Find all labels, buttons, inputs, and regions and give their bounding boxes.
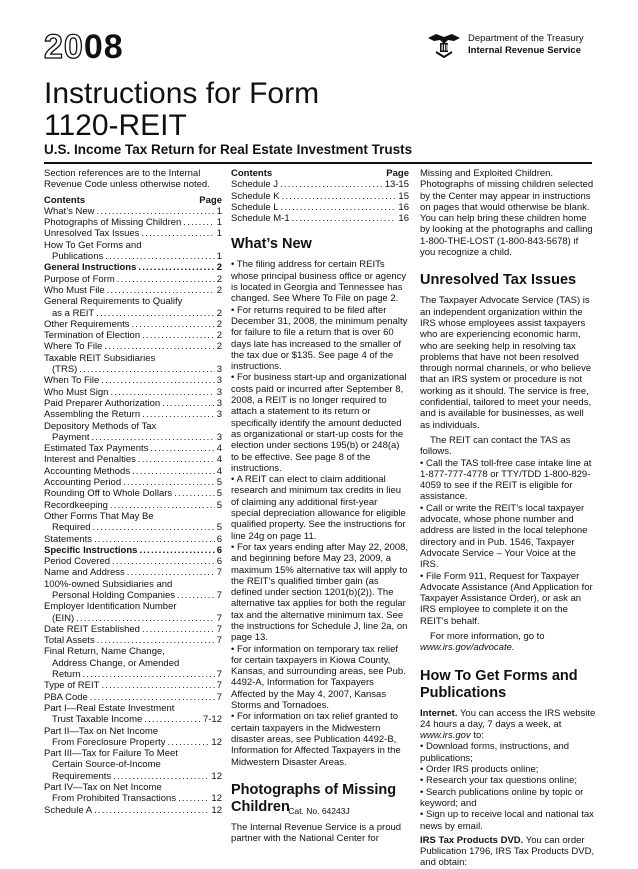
toc-item[interactable] <box>44 737 222 748</box>
toc-leader-dots <box>168 737 210 748</box>
advocate-more-info <box>420 631 596 654</box>
toc-item-page: 13-15 <box>384 179 409 191</box>
toc-item[interactable] <box>231 191 409 202</box>
toc-item-label: Termination of Election <box>44 330 141 342</box>
toc-leader-dots <box>123 477 215 488</box>
title-line-2: 1120-REIT <box>44 109 187 142</box>
toc-item-label: PBA Code <box>44 691 88 703</box>
unresolved-contact: The REIT can contact the TAS as follows. <box>420 434 571 458</box>
toc-item-label-line: Part I—Real Estate Investment <box>44 702 175 714</box>
toc-item-label: (TRS) <box>52 364 78 376</box>
toc-leader-dots <box>138 262 214 273</box>
toc-leader-dots <box>142 330 215 341</box>
toc-item[interactable] <box>44 635 222 646</box>
toc-item-page: 2 <box>216 284 222 296</box>
toc-leader-dots <box>177 590 215 601</box>
toc-leader-dots <box>132 319 215 330</box>
missing-children-text-continued: Missing and Exploited Children. Photographs of missing children selected by the Center may appear in instructions on pages that would otherwise be blank. You can help bring these children home by looking at the photographs and calling 1-800-THE-LOST (1-800-843-5678) if you recognize a child. <box>420 168 594 259</box>
toc-item-page: 4 <box>216 465 222 477</box>
toc-item[interactable] <box>44 771 222 782</box>
toc-item-label: Photographs of Missing Children <box>44 217 182 229</box>
toc-item-label: Schedule K <box>231 190 280 202</box>
toc-leader-dots <box>112 556 215 567</box>
toc-item-page: 7 <box>216 567 222 579</box>
form-year <box>44 30 124 64</box>
dvd-text: You can order Publication 1796, IRS Tax Products DVD, and obtain: <box>420 834 595 869</box>
toc-item[interactable] <box>44 217 222 228</box>
toc-item-label: as a REIT <box>52 307 95 319</box>
toc-page-heading-continued: Page <box>386 168 409 179</box>
toc-item-label: Unresolved Tax Issues <box>44 228 140 240</box>
toc-item-label: Where To File <box>44 341 103 353</box>
toc-item-label: Total Assets <box>44 635 95 647</box>
toc-item[interactable] <box>44 330 222 341</box>
toc-item-label-line: How To Get Forms and <box>44 239 142 251</box>
toc-item-page: 7 <box>216 623 222 635</box>
toc-item[interactable] <box>44 364 222 375</box>
toc-item-page: 5 <box>216 477 222 489</box>
toc-item[interactable] <box>44 556 222 567</box>
toc-leader-dots <box>83 669 215 680</box>
bullet-item: • The filing address for certain REITs whose principal business office or agency is located in Georgia and Tennessee has changed. See Where To File on page 2. <box>231 259 407 305</box>
toc-item-page: 3 <box>216 364 222 376</box>
toc-item-page: 6 <box>216 544 222 556</box>
toc-item-page: 12 <box>211 793 222 805</box>
toc-item-label: Return <box>52 669 81 681</box>
bullet-item: • Sign up to receive local and national tax news by email. <box>420 809 594 832</box>
toc-item-page: 2 <box>216 318 222 330</box>
year-solid-digits: 08 <box>83 28 124 66</box>
toc-item-label-line: Depository Methods of Tax <box>44 420 157 432</box>
toc-leader-dots <box>113 771 209 782</box>
toc-item[interactable] <box>44 567 222 578</box>
toc-item-page: 2 <box>216 341 222 353</box>
toc-item-page: 7-12 <box>202 714 222 726</box>
toc-item-page: 2 <box>216 262 222 274</box>
toc-item[interactable] <box>44 398 222 409</box>
toc-item-label: Required <box>52 522 91 534</box>
toc-item-page: 2 <box>216 273 222 285</box>
bullet-item: • Order IRS products online; <box>420 764 539 776</box>
document-title <box>44 78 319 142</box>
toc-leader-dots <box>139 545 214 556</box>
toc-leader-dots <box>132 466 215 477</box>
bullet-item: • File Form 911, Request for Taxpayer Advocate Assistance (And Application for Taxpayer Assistance Order), or ask an IRS employee to complete it on the REIT’s behalf. <box>420 570 593 627</box>
toc-item-label-line: Part II—Tax on Net Income <box>44 725 159 737</box>
toc-item-page: 16 <box>398 201 409 213</box>
toc-item-label: From Foreclosure Property <box>52 736 166 748</box>
toc-item-label: Estimated Tax Payments <box>44 443 149 455</box>
toc-item[interactable] <box>44 308 222 319</box>
toc-leader-dots <box>162 398 215 409</box>
toc-leader-dots <box>174 488 215 499</box>
agency-line-2: Internal Revenue Service <box>468 45 581 56</box>
bullet-item: • For information on tax relief granted to certain taxpayers in the Midwestern disaster areas, see Publication 4492-B, Information for Affected Taxpayers in the Midwestern Disaster Areas. <box>231 711 401 768</box>
toc-item-page: 7 <box>216 680 222 692</box>
toc-item-page: 7 <box>216 589 222 601</box>
toc-item[interactable] <box>44 522 222 533</box>
toc-item-label: Schedule L <box>231 201 279 213</box>
toc-item-label: Type of REIT <box>44 680 100 692</box>
intro-note: Section references are to the Internal Revenue Code unless otherwise noted. <box>44 168 210 191</box>
toc-item-page: 5 <box>216 499 222 511</box>
toc-item[interactable] <box>44 714 222 725</box>
toc-item[interactable] <box>44 387 222 398</box>
toc-item-page: 7 <box>216 691 222 703</box>
toc-item[interactable] <box>44 375 222 386</box>
irs-eagle-logo-icon <box>426 32 462 58</box>
forms-bullet-list <box>420 741 596 831</box>
toc-item-label-line: Employer Identification Number <box>44 601 177 613</box>
toc-leader-dots <box>107 285 215 296</box>
toc-item-page: 3 <box>216 386 222 398</box>
toc-item-label: (EIN) <box>52 612 75 624</box>
toc-item-label: Schedule A <box>44 804 93 816</box>
toc-item[interactable] <box>44 454 222 465</box>
toc-item[interactable] <box>44 432 222 443</box>
toc-item[interactable] <box>44 624 222 635</box>
unresolved-heading: Unresolved Tax Issues <box>420 272 577 289</box>
toc-leader-dots <box>104 341 214 352</box>
toc-item-label: Schedule M-1 <box>231 213 290 225</box>
toc-item-label: Period Covered <box>44 556 111 568</box>
toc-leader-dots <box>96 308 214 319</box>
toc-item[interactable] <box>44 680 222 691</box>
toc-item[interactable] <box>44 488 222 499</box>
toc-item-page: 6 <box>216 556 222 568</box>
toc-leader-dots <box>292 213 397 224</box>
toc-item-label-line: 100%-owned Subsidiaries and <box>44 578 173 590</box>
toc-item-label: Accounting Period <box>44 477 122 489</box>
toc-item-page: 1 <box>216 251 222 263</box>
toc-item-label-line: Certain Source-of-Income <box>52 759 161 771</box>
toc-leader-dots <box>117 274 215 285</box>
year-outline-digits: 20 <box>44 28 84 66</box>
toc-item-page: 15 <box>398 190 409 202</box>
get-forms-heading: How To Get Forms and Publications <box>420 667 578 701</box>
bullet-item: • For tax years ending after May 22, 2008, and beginning before May 23, 2009, a maximum 15% alternative tax will apply to the REIT’s qualified timber gain (as defined under section 1201(b)(2)). The alternative tax applies for both the regular tax and the alternative minimum tax. See the instructions for Schedule J, line 2a, on page 13. <box>231 541 409 644</box>
toc-item-label: Personal Holding Companies <box>52 589 176 601</box>
toc-item-label: Trust Taxable Income <box>52 714 143 726</box>
toc-leader-dots <box>101 375 214 386</box>
toc-leader-dots <box>110 387 214 398</box>
toc-item-label-line: Address Change, or Amended <box>52 657 180 669</box>
whats-new-heading: What’s New <box>231 236 312 253</box>
toc-item-page: 4 <box>216 443 222 455</box>
toc-item-label-line: General Requirements to Qualify <box>44 296 183 308</box>
toc-leader-dots <box>94 534 215 545</box>
toc-item[interactable] <box>44 409 222 420</box>
toc-leader-dots <box>105 251 214 262</box>
whats-new-list <box>231 259 409 767</box>
document-subtitle: U.S. Income Tax Return for Real Estate Investment Trusts <box>44 142 413 157</box>
toc-item-label: Recordkeeping <box>44 499 108 511</box>
toc-leader-dots <box>141 228 214 239</box>
toc-leader-dots <box>90 692 215 703</box>
toc-item-label: Payment <box>52 431 90 443</box>
toc-item-page: 5 <box>216 522 222 534</box>
toc-item[interactable] <box>44 613 222 624</box>
dvd-paragraph <box>420 835 596 869</box>
toc-leader-dots <box>138 454 215 465</box>
toc-item-label: Assembling the Return <box>44 409 141 421</box>
toc-item[interactable] <box>44 251 222 262</box>
toc-item-label: Who Must Sign <box>44 386 109 398</box>
missing-children-text: The Internal Revenue Service is a proud partner with the National Center for <box>231 821 402 845</box>
toc-item[interactable] <box>44 466 222 477</box>
toc-item-label-line: Final Return, Name Change, <box>44 646 165 658</box>
toc-item[interactable] <box>231 202 409 213</box>
toc-item-label: From Prohibited Transactions <box>52 793 177 805</box>
toc-item[interactable] <box>44 590 222 601</box>
toc-item-page: 7 <box>216 669 222 681</box>
advocate-link[interactable]: www.irs.gov/advocate. <box>420 642 515 654</box>
toc-header-continued <box>231 168 409 179</box>
toc-item-page: 3 <box>216 431 222 443</box>
toc-item-page: 16 <box>398 213 409 225</box>
toc-item-label: Name and Address <box>44 567 125 579</box>
unresolved-list <box>420 458 596 627</box>
internet-tail: to: <box>470 730 484 742</box>
toc-item[interactable] <box>44 534 222 545</box>
toc-item-label: Paid Preparer Authorization <box>44 397 161 409</box>
toc-leader-dots <box>97 206 215 217</box>
toc-item-page: 12 <box>211 770 222 782</box>
toc-leader-dots <box>280 179 383 190</box>
title-line-1: Instructions for Form <box>44 77 320 110</box>
toc-item-label: Statements <box>44 533 93 545</box>
advocate-more-text: For more information, go to <box>430 630 545 642</box>
toc-leader-dots <box>127 567 215 578</box>
toc-item[interactable] <box>44 262 222 273</box>
toc-item-label: Purpose of Form <box>44 273 115 285</box>
toc-item[interactable] <box>44 692 222 703</box>
toc-item[interactable] <box>44 206 222 217</box>
catalog-number: Cat. No. 64243J <box>288 806 350 816</box>
toc-item-page: 12 <box>211 736 222 748</box>
toc-item-label: Date REIT Established <box>44 623 140 635</box>
toc-item[interactable] <box>44 341 222 352</box>
toc-item-label-line: Other Forms That May Be <box>44 510 154 522</box>
toc-leader-dots <box>282 191 397 202</box>
toc-item-label: Requirements <box>52 770 112 782</box>
toc-item[interactable] <box>44 545 222 556</box>
toc-item[interactable] <box>44 443 222 454</box>
toc-leader-dots <box>281 202 397 213</box>
bullet-item: • Research your tax questions online; <box>420 775 577 787</box>
toc-item-label: Schedule J <box>231 179 279 191</box>
toc-item-page: 5 <box>216 488 222 500</box>
toc-item-label: Other Requirements <box>44 318 130 330</box>
toc-item-page: 12 <box>211 804 222 816</box>
toc-item[interactable] <box>231 213 409 224</box>
toc-heading: Contents <box>44 194 86 206</box>
toc-item[interactable] <box>44 793 222 804</box>
toc-page-heading: Page <box>199 194 222 206</box>
toc-item-page: 1 <box>216 228 222 240</box>
bullet-item: • Search publications online by topic or keyword; and <box>420 786 584 809</box>
bullet-item: • Call the TAS toll-free case intake line at 1-877-777-4778 or TTY/TDD 1-800-829-4059 to see if the REIT is eligible for assistance. <box>420 457 592 503</box>
bullet-item: • A REIT can elect to claim additional research and minimum tax credits in lieu of claiming any additional first-year special depreciation allowance for eligible qualified property. See the instructions for line 24g on page 11. <box>231 474 406 542</box>
toc-item-page: 2 <box>216 307 222 319</box>
toc-list-continued <box>231 179 409 224</box>
bullet-item: • For returns required to be filed after December 31, 2008, the minimum penalty for failure to file a return that is over 60 days late has increased to the smaller of the tax due or $135. See page 4 of the instructions. <box>231 304 408 373</box>
toc-leader-dots <box>93 522 215 533</box>
toc-item-label: Rounding Off to Whole Dollars <box>44 488 173 500</box>
toc-item[interactable] <box>44 274 222 285</box>
toc-item-page: 7 <box>216 635 222 647</box>
bullet-item: • Download forms, instructions, and publications; <box>420 741 570 764</box>
toc-item[interactable] <box>44 228 222 239</box>
toc-item-label: What’s New <box>44 205 95 217</box>
toc-leader-dots <box>144 714 201 725</box>
toc-item-label-line: Part IV—Tax on Net Income <box>44 782 162 794</box>
toc-leader-dots <box>150 443 214 454</box>
toc-leader-dots <box>110 500 215 511</box>
dvd-label: IRS Tax Products DVD. <box>420 834 524 846</box>
agency-line-1: Department of the Treasury <box>468 33 584 44</box>
toc-item-label: Interest and Penalties <box>44 454 136 466</box>
irs-website-link[interactable]: www.irs.gov <box>420 730 471 742</box>
bullet-item: • For business start-up and organizational costs paid or incurred after September 8, 2008, a REIT is no longer required to attach a statement to its return or specifically identify the amount deducted as organizational or start-up costs for the election under sections 195(b) or 248(a) to be effective. See page 8 of the instructions. <box>231 372 407 474</box>
unresolved-intro: The Taxpayer Advocate Service (TAS) is an independent organization within the IRS whose employees assist taxpayers who are experiencing economic harm, who are seeking help in resolving tax problems that have not been resolved through normal channels, or who believe that an IRS system or procedure is not working as it should. The service is free, confidential, tailored to meet your needs, and is available for businesses, as well as individuals. <box>420 295 592 431</box>
toc-item-label: Who Must File <box>44 284 105 296</box>
toc-item-page: 6 <box>216 533 222 545</box>
internet-text: You can access the IRS website 24 hours a day, 7 days a week, at <box>420 707 596 730</box>
internet-paragraph <box>420 708 596 742</box>
toc-item-label: Accounting Methods <box>44 465 131 477</box>
toc-heading-continued: Contents <box>231 168 273 179</box>
toc-leader-dots <box>183 217 214 228</box>
column-3 <box>420 168 596 869</box>
toc-leader-dots <box>178 793 209 804</box>
header-rule <box>44 162 592 164</box>
toc-item[interactable] <box>44 669 222 680</box>
toc-item[interactable] <box>231 179 409 190</box>
toc-item-page: 2 <box>216 330 222 342</box>
missing-children-heading: Photographs of Missing Children <box>231 781 397 815</box>
toc-item[interactable] <box>44 477 222 488</box>
toc-item-page: 3 <box>216 375 222 387</box>
toc-item-page: 7 <box>216 612 222 624</box>
toc-leader-dots <box>92 432 215 443</box>
toc-item-page: 3 <box>216 409 222 421</box>
toc-item-label: Specific Instructions <box>44 544 138 556</box>
toc-item-page: 1 <box>216 217 222 229</box>
toc-item[interactable] <box>44 285 222 296</box>
toc-item[interactable] <box>44 319 222 330</box>
toc-item-page: 4 <box>216 454 222 466</box>
toc-leader-dots <box>76 613 215 624</box>
toc-list <box>44 206 222 816</box>
agency-block <box>468 33 584 57</box>
column-1 <box>44 168 222 816</box>
toc-item-label-line: Part III—Tax for Failure To Meet <box>44 748 178 760</box>
toc-item-label: When To File <box>44 375 100 387</box>
toc-item-page: 3 <box>216 397 222 409</box>
toc-item-page: 1 <box>216 205 222 217</box>
internet-label: Internet. <box>420 707 458 719</box>
toc-item[interactable] <box>44 500 222 511</box>
toc-leader-dots <box>142 624 215 635</box>
bullet-item: • Call or write the REIT’s local taxpayer advocate, whose phone number and address are listed in the local telephone directory and in Pub. 1546, Taxpayer Advocate Service – Your Voice at the IRS. <box>420 502 588 571</box>
toc-header <box>44 195 222 206</box>
column-2 <box>231 168 409 844</box>
toc-leader-dots <box>101 680 214 691</box>
bullet-item: • For information on temporary tax relief for certain taxpayers in Kiowa County, Kansas, and surrounding areas, see Pub. 4492-A, Information for Taxpayers Affected by the May 4, 2007, Kansas Storms and Tornadoes. <box>231 643 406 712</box>
toc-leader-dots <box>79 364 214 375</box>
toc-leader-dots <box>97 635 215 646</box>
toc-item-label: General Instructions <box>44 262 137 274</box>
toc-item-label-line: Taxable REIT Subsidiaries <box>44 352 156 364</box>
toc-leader-dots <box>142 409 215 420</box>
toc-item-label: Publications <box>52 251 104 263</box>
